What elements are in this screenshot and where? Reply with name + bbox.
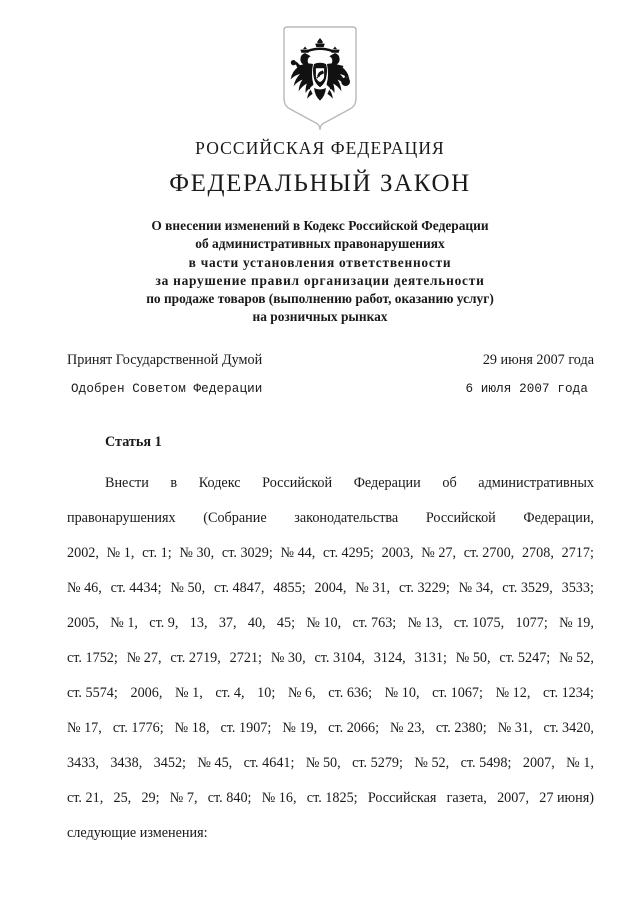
body-word: № 13, [407, 615, 443, 631]
body-word: 1077; [515, 615, 548, 631]
body-word: ст. 5247; [499, 650, 551, 666]
subtitle-line: О внесении изменений в Кодекс Российской Федерации [151, 218, 489, 233]
body-word: ст. 1234; [543, 685, 594, 701]
body-word: № 17, [67, 720, 102, 736]
body-word: ст. 3420, [543, 720, 594, 736]
body-word: Внести [105, 475, 149, 491]
body-line [67, 641, 594, 676]
body-word: ст. 5574; [67, 685, 118, 701]
body-word: ст. 4641; [243, 755, 295, 771]
body-word: 2002, [67, 545, 99, 561]
body-word: № 31, [355, 580, 391, 596]
body-word: 2721; [229, 650, 262, 666]
article-body [67, 466, 594, 851]
body-line-content [67, 746, 594, 781]
body-word: в [170, 475, 178, 491]
body-word: № 52, [559, 650, 594, 666]
body-line [67, 781, 594, 816]
body-word: ст. 3029; [221, 545, 273, 561]
body-word: № 50, [170, 580, 206, 596]
body-word: 3124, [373, 650, 406, 666]
body-word: ст. 763; [352, 615, 397, 631]
page-title-law: ФЕДЕРАЛЬНЫЙ ЗАКОН [169, 169, 471, 197]
body-word: № 19, [282, 720, 318, 736]
body-word: ст. 3529, [502, 580, 553, 596]
adoption-date-federation-council: 6 июля 2007 года [465, 382, 588, 396]
body-word: № 1, [175, 685, 203, 701]
body-word: Российской [425, 510, 496, 526]
body-line-content [67, 676, 594, 711]
state-emblem-icon [274, 26, 366, 138]
body-word: № 23, [390, 720, 425, 736]
body-word: ст. 9, [149, 615, 179, 631]
body-word: газета, [446, 790, 487, 806]
body-word: № 52, [414, 755, 450, 771]
body-word: 25, [113, 790, 132, 806]
body-line [67, 816, 594, 851]
article-heading: Статья 1 [105, 434, 162, 450]
body-word: ст. 1752; [67, 650, 118, 666]
body-word: № 12, [495, 685, 531, 701]
body-word: № 18, [174, 720, 210, 736]
adoption-line-federation-council [67, 382, 594, 396]
body-word: Российской [262, 475, 333, 491]
body-word: ст. 1825; [306, 790, 358, 806]
body-word: ст. 2700, [463, 545, 515, 561]
title-block [0, 138, 640, 200]
body-word: 3452; [153, 755, 186, 771]
adoption-date-duma: 29 июня 2007 года [482, 352, 594, 368]
body-word: ст. 4847, [214, 580, 265, 596]
adoption-label-duma: Принят Государственной Думой [67, 352, 263, 368]
body-word: № 30, [270, 650, 306, 666]
body-word: Федерации [353, 475, 421, 491]
body-word: ст. 5279; [352, 755, 403, 771]
body-word: 2007, [522, 755, 555, 771]
body-word: 2007, [497, 790, 529, 806]
subtitle-line: в части установления ответственности [188, 254, 452, 270]
body-word: 2717; [561, 545, 594, 561]
body-word: 3131; [414, 650, 447, 666]
body-line-content [67, 641, 594, 676]
body-word: ст. 1075, [453, 615, 505, 631]
body-word: Российская [367, 790, 437, 806]
body-word: 29; [141, 790, 160, 806]
body-word: 2006, [130, 685, 163, 701]
body-word: № 10, [384, 685, 420, 701]
body-word: № 27, [126, 650, 162, 666]
body-word: ст. 3229; [398, 580, 450, 596]
subtitle-line: по продаже товаров (выполнению работ, оказанию услуг) [146, 291, 494, 307]
body-line-content: следующие изменения: [67, 825, 208, 841]
body-word: № 27, [421, 545, 457, 561]
body-word: 2005, [67, 615, 99, 631]
subtitle-line: за нарушение правил организации деятельности [155, 272, 485, 288]
body-word: 27 июня) [539, 790, 594, 806]
body-word: 2003, [381, 545, 414, 561]
body-word: № 50, [305, 755, 341, 771]
body-word: № 19, [559, 615, 594, 631]
body-word: ст. 21, [67, 790, 104, 806]
body-line [67, 571, 594, 606]
emblem-container [0, 26, 640, 138]
body-word: 40, [247, 615, 266, 631]
body-line-content [67, 781, 594, 816]
body-word: № 1, [566, 755, 594, 771]
adoption-line-duma [67, 352, 594, 369]
body-word: ст. 1; [142, 545, 172, 561]
body-word: об [442, 475, 457, 491]
body-word: 2708, [521, 545, 554, 561]
body-word: № 6, [287, 685, 316, 701]
body-line [67, 676, 594, 711]
body-word: Федерации, [523, 510, 594, 526]
body-line-content [67, 536, 594, 571]
body-word: ст. 2380; [435, 720, 487, 736]
subtitle-line: об административных правонарушениях [195, 236, 445, 252]
page-title-country: РОССИЙСКАЯ ФЕДЕРАЦИЯ [195, 138, 445, 158]
body-word: 45; [276, 615, 296, 631]
body-word: ст. 1067; [432, 685, 483, 701]
body-word: 10; [257, 685, 276, 701]
body-word: 3533; [561, 580, 594, 596]
body-line [67, 466, 594, 501]
body-word: № 30, [179, 545, 215, 561]
body-word: законодательства [294, 510, 399, 526]
body-line-content [67, 501, 594, 536]
body-word: ст. 4, [215, 685, 245, 701]
adoption-label-federation-council: Одобрен Советом Федерации [71, 382, 263, 396]
body-word: ст. 4434; [110, 580, 162, 596]
body-word: (Собрание [203, 510, 267, 526]
body-line [67, 536, 594, 571]
body-word: № 46, [67, 580, 102, 596]
body-word: № 31, [497, 720, 533, 736]
body-word: ст. 3104, [314, 650, 365, 666]
body-word: ст. 5498; [460, 755, 512, 771]
subtitle-line: на розничных рынках [252, 309, 388, 325]
body-word: № 50, [455, 650, 491, 666]
body-line [67, 711, 594, 746]
body-line-content [67, 606, 594, 641]
body-word: ст. 2066; [328, 720, 380, 736]
body-word: 4855; [273, 580, 306, 596]
body-word: ст. 1776; [112, 720, 164, 736]
body-line [67, 606, 594, 641]
body-line-content [67, 711, 594, 746]
body-word: № 16, [261, 790, 297, 806]
body-word: № 44, [280, 545, 316, 561]
body-word: 2004, [314, 580, 347, 596]
document-subtitle [0, 217, 640, 327]
body-word: Кодекс [198, 475, 241, 491]
body-line-content [67, 571, 594, 606]
body-word: 37, [218, 615, 237, 631]
body-line-content [67, 466, 594, 501]
body-word: ст. 2719, [170, 650, 221, 666]
body-word: административных [478, 475, 594, 491]
body-line [67, 746, 594, 781]
body-word: № 34, [458, 580, 494, 596]
body-word: 3438, [110, 755, 143, 771]
body-word: правонарушениях [67, 510, 176, 526]
body-word: 3433, [67, 755, 99, 771]
body-word: ст. 636; [328, 685, 373, 701]
body-line [67, 501, 594, 536]
body-word: № 1, [106, 545, 135, 561]
body-word: ст. 4295; [323, 545, 374, 561]
body-word: ст. 840; [207, 790, 252, 806]
body-word: № 45, [197, 755, 233, 771]
body-word: № 10, [306, 615, 342, 631]
body-word: № 7, [169, 790, 198, 806]
body-word: 13, [189, 615, 208, 631]
body-word: № 1, [110, 615, 138, 631]
body-word: ст. 1907; [220, 720, 272, 736]
